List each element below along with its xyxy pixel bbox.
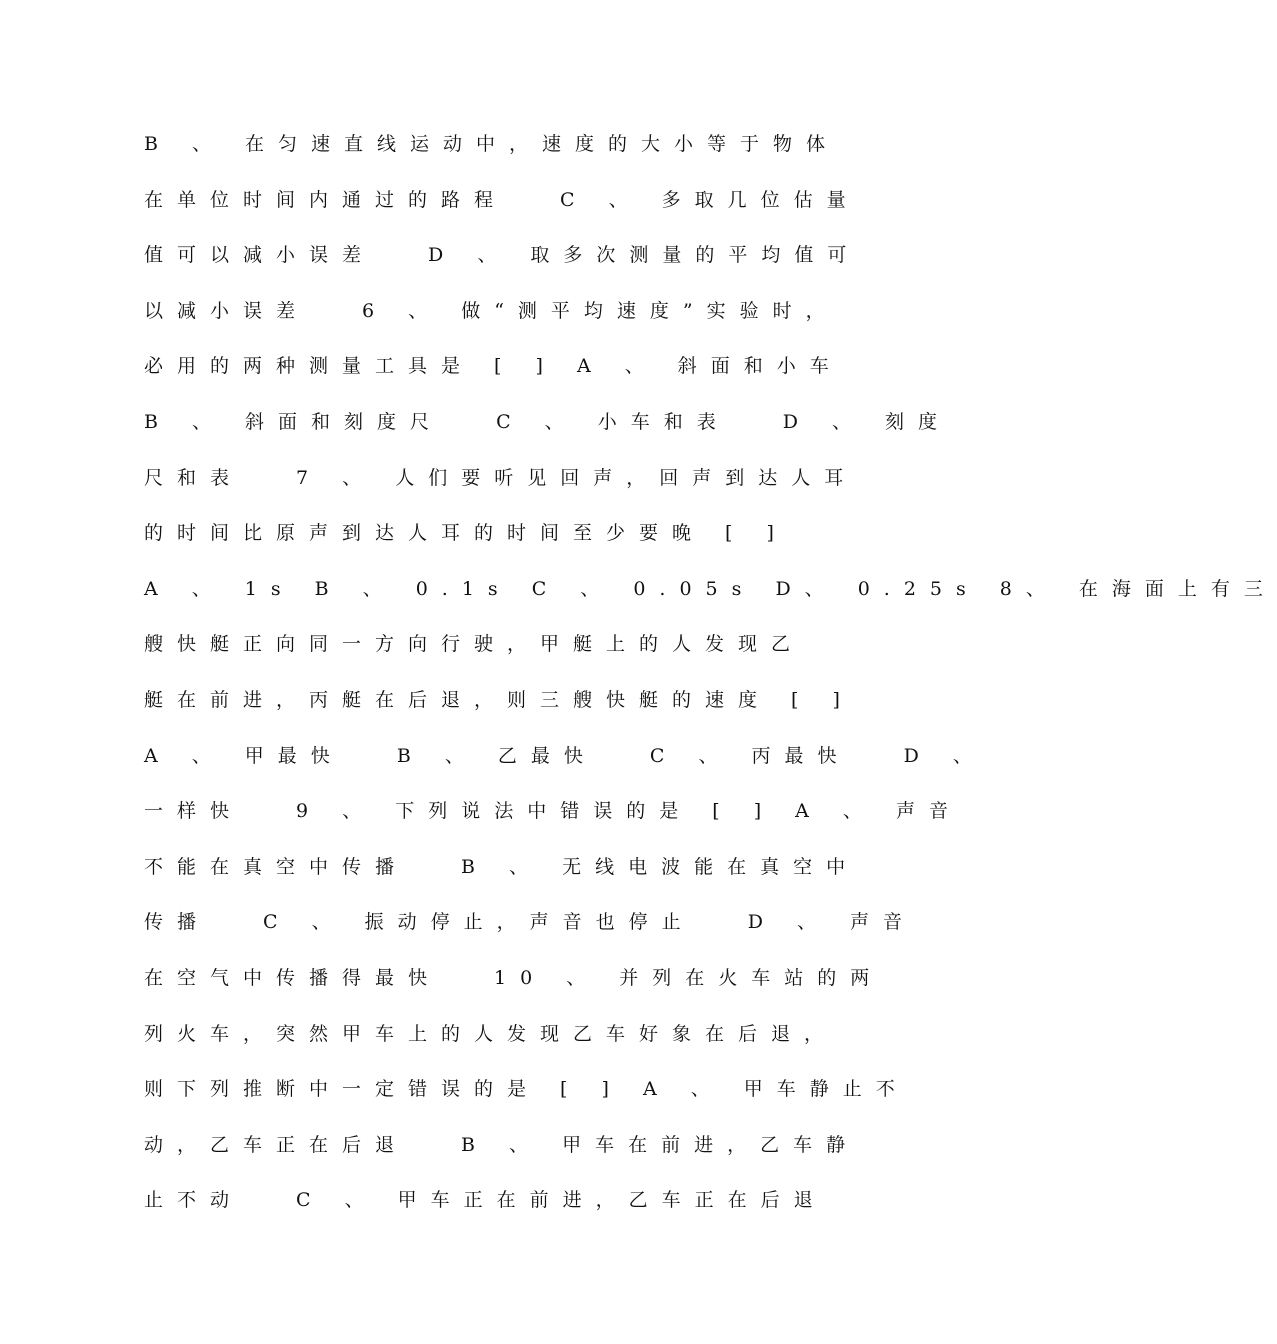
text-line: 在单位时间内通过的路程 C 、 多取几位估量 [144,188,860,211]
text-line: 列火车，突然甲车上的人发现乙车好象在后退， [144,1022,838,1045]
text-line: 以减小误差 6 、 做“测平均速度”实验时， [144,299,839,322]
text-line: 尺和表 7 、 人们要听见回声，回声到达人耳 [144,466,858,489]
text-line: 必用的两种测量工具是 [ ] A 、 斜面和小车 [144,355,843,378]
text-line: 在空气中传播得最快 10 、 并列在火车站的两 [144,966,884,989]
body-text [144,126,1277,1238]
text-line: 动，乙车正在后退 B 、 甲车在前进，乙车静 [144,1133,860,1156]
text-line: A 、 甲最快 B 、 乙最快 C 、 丙最快 D 、 [144,744,986,767]
text-line: 艘快艇正向同一方向行驶，甲艇上的人发现乙 [144,633,805,656]
text-line: 的时间比原声到达人耳的时间至少要晚 [ ] [144,522,788,545]
text-line: A 、 1s B 、 0.1s C 、 0.05s D、 0.25s 8、 在海面上有三 [144,577,1277,600]
text-line: 传播 C 、 振动停止，声音也停止 D 、 声音 [144,911,917,934]
text-line: 止不动 C 、 甲车正在前进，乙车正在后退 [144,1189,827,1212]
text-line: 不能在真空中传播 B 、 无线电波能在真空中 [144,855,860,878]
text-line: B 、 斜面和刻度尺 C 、 小车和表 D 、 刻度 [144,410,952,433]
text-line: 值可以减小误差 D 、 取多次测量的平均值可 [144,244,861,267]
text-line: 艇在前进，丙艇在后退，则三艘快艇的速度 [ ] [144,688,854,711]
text-line: 则下列推断中一定错误的是 [ ] A 、 甲车静止不 [144,1078,909,1101]
text-line: 一样快 9 、 下列说法中错误的是 [ ] A 、 声音 [144,800,962,823]
text-line: B 、 在匀速直线运动中，速度的大小等于物体 [144,133,840,155]
